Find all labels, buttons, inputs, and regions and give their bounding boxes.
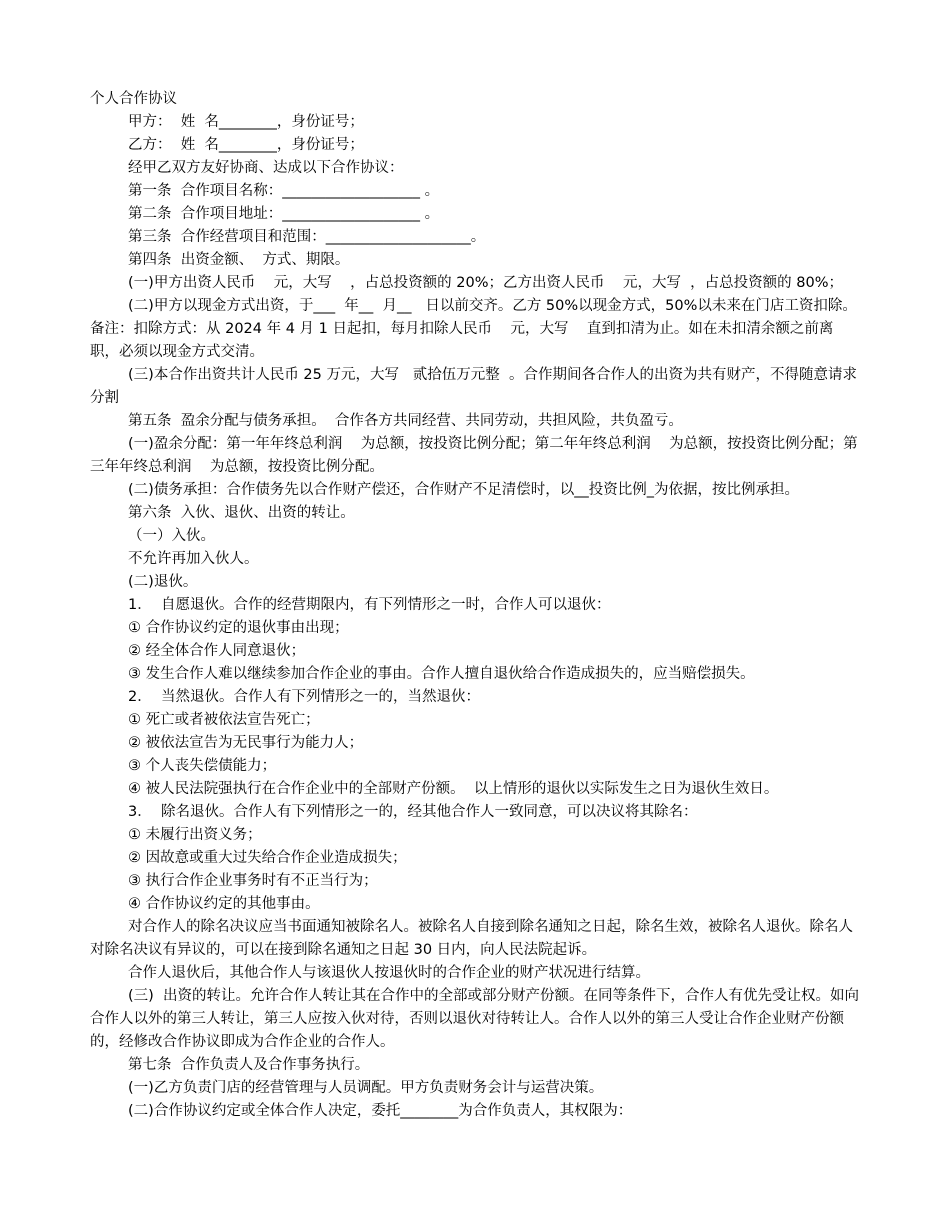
article-6-heading: 第六条 入伙、退伙、出资的转让。 bbox=[128, 505, 355, 521]
article-5-heading: 第五条 盈余分配与债务承担。 合作各方共同经营、共同劳动，共担风险，共负盈亏。 bbox=[128, 413, 683, 429]
preamble-line: 经甲乙双方友好协商、达成以下合作协议： bbox=[128, 160, 404, 176]
list-item: ② 被依法宣告为无民事行为能力人； bbox=[128, 735, 364, 751]
list-item: ① 死亡或者被依法宣告死亡； bbox=[128, 712, 320, 728]
article-1-line: 第一条 合作项目名称：___________________ 。 bbox=[128, 183, 440, 199]
document-title: 个人合作协议 bbox=[90, 91, 177, 107]
article-5-clause-2: (二)债务承担：合作债务先以合作财产偿还，合作财产不足清偿时，以__投资比例_为依据，按比例承担。 bbox=[128, 482, 800, 498]
article-7-heading: 第七条 合作负责人及合作事务执行。 bbox=[128, 1057, 370, 1073]
list-item: ③ 个人丧失偿债能力； bbox=[128, 758, 277, 774]
party-a-line: 甲方： 姓 名________，身份证号； bbox=[128, 114, 364, 130]
article-6-join-heading: （一）入伙。 bbox=[128, 528, 215, 544]
list-item: ③ 执行合作企业事务时有不正当行为； bbox=[128, 873, 378, 889]
automatic-exit-heading: 2． 当然退伙。合作人有下列情形之一的，当然退伙： bbox=[128, 689, 480, 705]
expulsion-notice-paragraph: 对合作人的除名决议应当书面通知被除名人。被除名人自接到除名通知之日起，除名生效，被除名人退伙。除名人对除名决议有异议的，可以在接到除名通知之日起 30 日内，向人民法院起诉。 bbox=[90, 919, 853, 958]
list-item: ② 因故意或重大过失给合作企业造成损失； bbox=[128, 850, 407, 866]
list-item: ② 经全体合作人同意退伙； bbox=[128, 643, 306, 659]
article-3-line: 第三条 合作经营项目和范围：____________________。 bbox=[128, 229, 486, 245]
list-item: ③ 发生合作人难以继续参加合作企业的事由。合作人擅自退伙给合作造成损失的，应当赔偿损失。 bbox=[128, 666, 755, 682]
article-6-join-text: 不允许再加入伙人。 bbox=[128, 551, 259, 567]
list-item: ① 合作协议约定的退伙事由出现； bbox=[128, 620, 349, 636]
article-4-clause-1: (一)甲方出资人民币 元，大写 ，占总投资额的 20%；乙方出资人民币 元，大写 ，占总投资额的 80%； bbox=[128, 275, 844, 291]
article-5-clause-1: (一)盈余分配：第一年年终总利润 为总额，按投资比例分配；第二年年终总利润 为总额，按投资比例分配；第三年年终总利润 为总额，按投资比例分配。 bbox=[90, 436, 858, 475]
article-7-clause-2: (二)合作协议约定或全体合作人决定，委托________为合作负责人，其权限为： bbox=[128, 1103, 633, 1119]
settlement-paragraph: 合作人退伙后，其他合作人与该退伙人按退伙时的合作企业的财产状况进行结算。 bbox=[128, 965, 650, 981]
article-2-line: 第二条 合作项目地址：___________________ 。 bbox=[128, 206, 440, 222]
expulsion-heading: 3． 除名退伙。合作人有下列情形之一的，经其他合作人一致同意，可以决议将其除名： bbox=[128, 804, 698, 820]
list-item: ① 未履行出资义务； bbox=[128, 827, 262, 843]
article-4-clause-3: (三)本合作出资共计人民币 25 万元，大写 贰拾伍万元整 。合作期间各合作人的出资为共有财产，不得随意请求分割 bbox=[90, 367, 858, 406]
transfer-paragraph: (三) 出资的转让。允许合作人转让其在合作中的全部或部分财产份额。在同等条件下，合作人有优先受让权。如向合作人以外的第三人转让，第三人应按入伙对待，否则以退伙对待转让人。合作人以外的第三人受让合作企业财产份额的，经修改合作协议即成为合作企业的合作人。 bbox=[90, 988, 860, 1050]
article-4-heading: 第四条 出资金额、 方式、期限。 bbox=[128, 252, 350, 268]
voluntary-exit-heading: 1． 自愿退伙。合作的经营期限内，有下列情形之一时，合作人可以退伙： bbox=[128, 597, 611, 613]
list-item: ④ 合作协议约定的其他事由。 bbox=[128, 896, 320, 912]
list-item: ④ 被人民法院强执行在合作企业中的全部财产份额。 以上情形的退伙以实际发生之日为退伙生效日。 bbox=[128, 781, 779, 797]
article-4-clause-2: (二)甲方以现金方式出资，于___ 年__ 月__ 日以前交齐。乙方 50%以现金方式，50%以未来在门店工资扣除。备注：扣除方式：从 2024 年 4 月 1 日起扣，每月扣除人民币 元，大写 直到扣清为止。如在未扣清余额之前离职，必须以现金方式交清。 bbox=[90, 298, 857, 360]
article-6-exit-heading: (二)退伙。 bbox=[128, 574, 198, 590]
article-7-clause-1: (一)乙方负责门店的经营管理与人员调配。甲方负责财务会计与运营决策。 bbox=[128, 1080, 604, 1096]
party-b-line: 乙方： 姓 名________，身份证号； bbox=[128, 137, 364, 153]
agreement-document bbox=[90, 88, 862, 1123]
